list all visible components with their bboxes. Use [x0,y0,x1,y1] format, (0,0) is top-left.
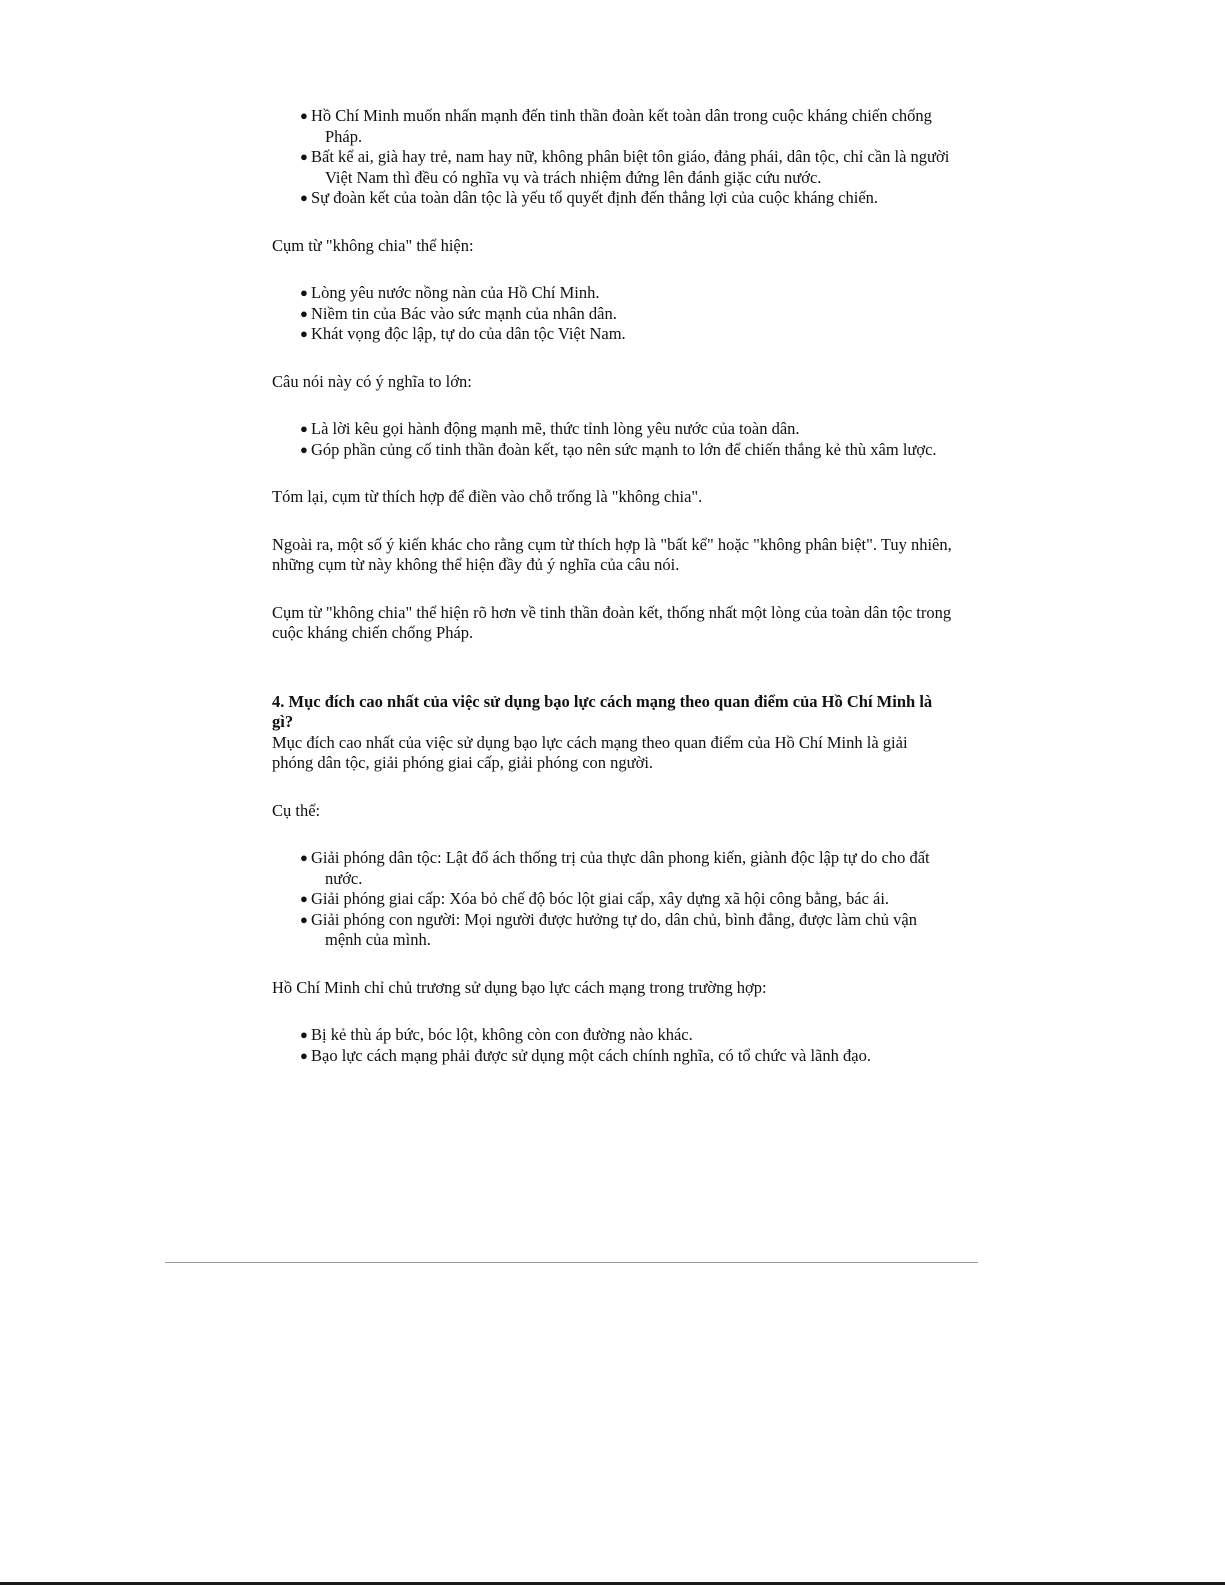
question-4-heading: 4. Mục đích cao nhất của việc sử dụng bạo lực cách mạng theo quan điểm của Hồ Chí Minh là gì? [272,691,933,731]
bullet-icon: ● [300,891,308,906]
list-item: ● Góp phần củng cố tinh thần đoàn kết, tạo nên sức mạnh to lớn để chiến thắng kẻ thù xâm lược. [300,439,937,459]
list-item: ● Bạo lực cách mạng phải được sử dụng một cách chính nghĩa, có tổ chức và lãnh đạo. [300,1045,871,1065]
paragraph-intro-phrase: Cụm từ "không chia" thể hiện: [272,235,474,255]
bullet-icon: ● [300,1027,308,1042]
list-item: ● Niềm tin của Bác vào sức mạnh của nhân dân. [300,303,617,323]
list-item: ● Bất kể ai, già hay trẻ, nam hay nữ, không phân biệt tôn giáo, đảng phái, dân tộc, chỉ cần là người Việt Nam thì đều có nghĩa vụ và trách nhiệm đứng lên đánh giặc cứu nước. [300,147,950,187]
bullet-list-liberation [272,848,952,951]
list-item: ● Lòng yêu nước nồng nàn của Hồ Chí Minh. [300,283,600,302]
bullet-icon: ● [300,850,308,865]
bullet-icon: ● [300,190,308,205]
list-item: ● Giải phóng giai cấp: Xóa bỏ chế độ bóc lột giai cấp, xây dựng xã hội công bằng, bác ái. [300,889,890,908]
list-item: ● Hồ Chí Minh muốn nhấn mạnh đến tinh thần đoàn kết toàn dân trong cuộc kháng chiến chống Pháp. [300,106,932,146]
list-item: ● Là lời kêu gọi hành động mạnh mẽ, thức tỉnh lòng yêu nước của toàn dân. [300,419,800,438]
list-item: ● Khát vọng độc lập, tự do của dân tộc Việt Nam. [300,324,626,343]
bullet-list-significance [272,419,952,460]
document-body [272,106,952,1066]
paragraph-conditions: Hồ Chí Minh chỉ chủ trương sử dụng bạo lực cách mạng trong trường hợp: [272,977,767,997]
list-item: ● Giải phóng dân tộc: Lật đổ ách thống trị của thực dân phong kiến, giành độc lập tự do cho đất nước. [300,848,930,888]
bullet-list-conditions [272,1025,952,1066]
bullet-icon: ● [300,911,308,927]
bullet-icon: ● [300,326,308,341]
question-4-answer: Mục đích cao nhất của việc sử dụng bạo lực cách mạng theo quan điểm của Hồ Chí Minh là giải phóng dân tộc, giải phóng giai cấp, giải phóng con người. [272,732,908,772]
bullet-icon: ● [300,421,308,436]
bullet-icon: ● [300,305,308,321]
bullet-icon: ● [300,149,308,164]
bullet-icon: ● [300,108,308,123]
paragraph-other-opinions: Ngoài ra, một số ý kiến khác cho rằng cụm từ thích hợp là "bất kể" hoặc "không phân biệt". Tuy nhiên, những cụm từ này không thể hiện đầy đủ ý nghĩa của câu nói. [272,534,952,574]
paragraph-specifics: Cụ thể: [272,800,321,820]
paragraph-significance: Câu nói này có ý nghĩa to lớn: [272,371,472,391]
bullet-icon: ● [300,441,308,457]
bullet-list-phrase-meaning [272,283,952,345]
bullet-icon: ● [300,285,308,300]
paragraph-summary: Tóm lại, cụm từ thích hợp để điền vào chỗ trống là "không chia". [272,487,703,506]
page-divider [165,1262,978,1263]
list-item: ● Sự đoàn kết của toàn dân tộc là yếu tố quyết định đến thắng lợi của cuộc kháng chiến. [300,188,879,207]
paragraph-conclusion: Cụm từ "không chia" thể hiện rõ hơn về tinh thần đoàn kết, thống nhất một lòng của toàn dân tộc trong cuộc kháng chiến chống Pháp. [272,602,952,642]
bullet-icon: ● [300,1047,308,1063]
list-item: ● Giải phóng con người: Mọi người được hưởng tự do, dân chủ, bình đẳng, được làm chủ vận mệnh của mình. [300,909,917,949]
list-item: ● Bị kẻ thù áp bức, bóc lột, không còn con đường nào khác. [300,1025,693,1044]
bullet-list-unity [272,106,952,209]
